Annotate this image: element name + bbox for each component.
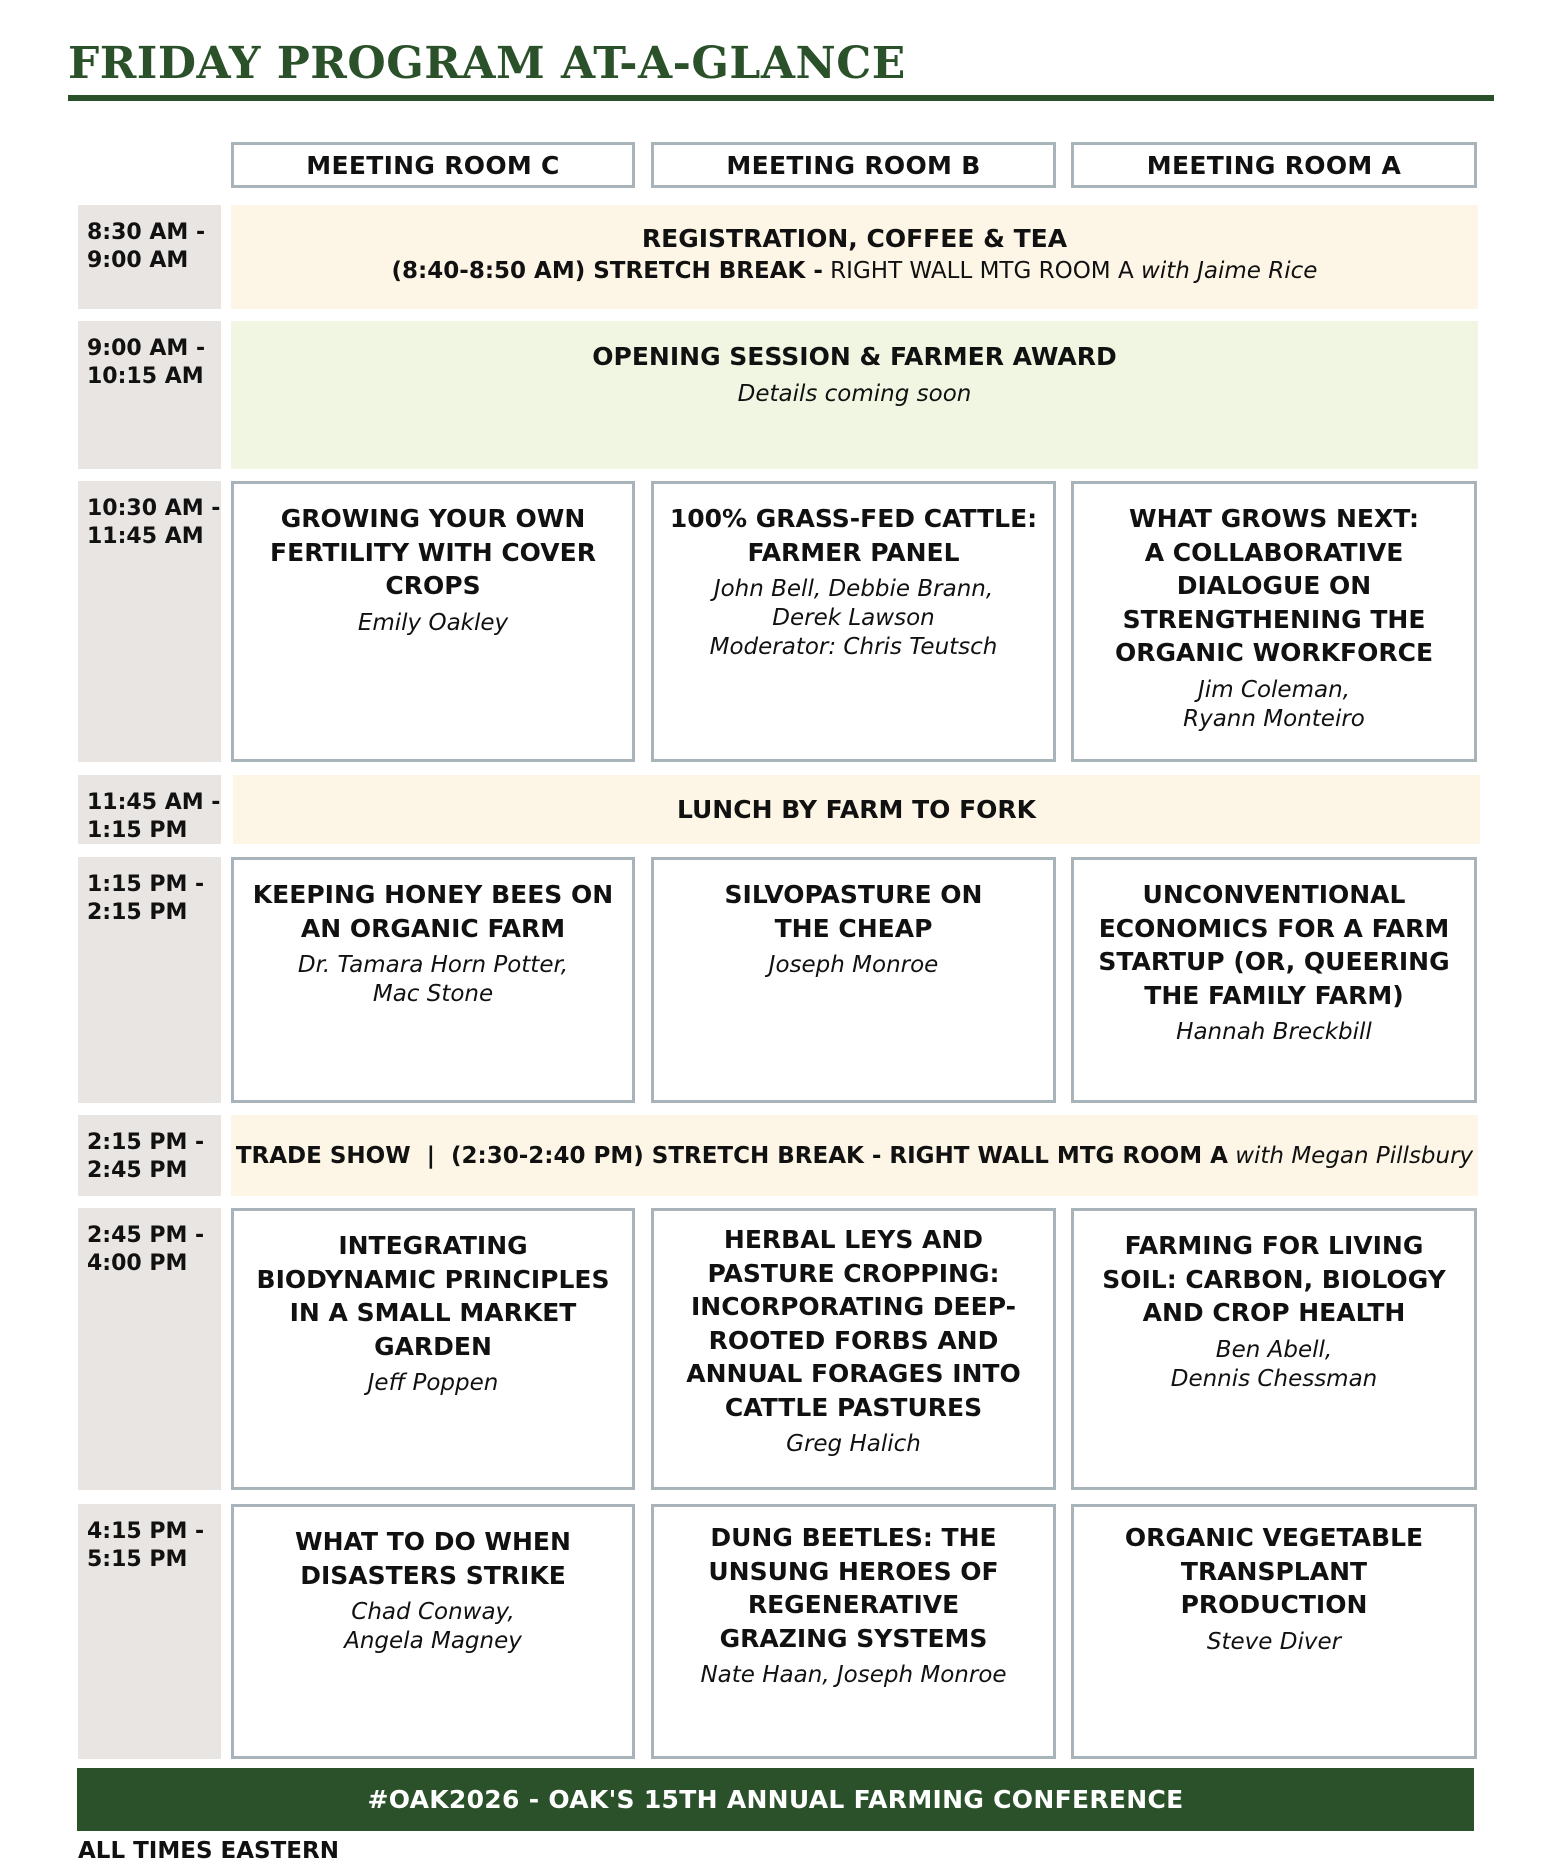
stretch-break-line [392, 255, 1318, 287]
time-start: 9:00 AM - [87, 336, 206, 361]
session-title: ORGANIC VEGETABLE TRANSPLANT PRODUCTION [1124, 1523, 1424, 1619]
time-slot [78, 857, 221, 1103]
opening-session-title: OPENING SESSION & FARMER AWARD [592, 342, 1117, 371]
time-end: 1:15 PM [87, 818, 188, 843]
session-card [651, 481, 1056, 762]
opening-session-subtitle: Details coming soon [737, 381, 972, 407]
trade-show-line [236, 1140, 1473, 1172]
session-title: GROWING YOUR OWN FERTILITY WITH COVER CROPS [270, 504, 596, 600]
session-title: KEEPING HONEY BEES ON AN ORGANIC FARM [252, 880, 614, 943]
opening-session-band [231, 321, 1478, 469]
session-title: SILVOPASTURE ON THE CHEAP [724, 880, 983, 943]
session-speakers: Hannah Breckbill [1176, 1019, 1372, 1045]
registration-band [231, 205, 1478, 309]
time-end: 10:15 AM [87, 364, 204, 389]
time-end: 11:45 AM [87, 524, 204, 549]
registration-title: REGISTRATION, COFFEE & TEA [641, 224, 1068, 253]
time-start: 1:15 PM - [87, 872, 205, 897]
session-card [651, 857, 1056, 1103]
session-speakers: Nate Haan, Joseph Monroe [700, 1662, 1007, 1688]
session-title: WHAT GROWS NEXT: A COLLABORATIVE DIALOGUE ON STRENGTHENING THE ORGANIC WORKFORCE [1114, 504, 1434, 667]
session-title: DUNG BEETLES: THE UNSUNG HEROES OF REGENERATIVE GRAZING SYSTEMS [708, 1523, 999, 1653]
session-card [1071, 1504, 1477, 1759]
time-slot [78, 205, 221, 309]
session-title: FARMING FOR LIVING SOIL: CARBON, BIOLOGY AND CROP HEALTH [1102, 1231, 1446, 1327]
session-card [1071, 857, 1477, 1103]
time-start: 8:30 AM - [87, 220, 206, 245]
session-title: HERBAL LEYS AND PASTURE CROPPING: INCORPORATING DEEP- ROOTED FORBS AND ANNUAL FORAGES INTO CATTLE PASTURES [686, 1225, 1021, 1422]
room-header-c: MEETING ROOM C [231, 142, 635, 188]
time-end: 5:15 PM [87, 1547, 188, 1572]
time-start: 2:15 PM - [87, 1130, 205, 1155]
session-card [231, 481, 635, 762]
session-speakers: Chad Conway, Angela Magney [344, 1599, 522, 1654]
time-end: 4:00 PM [87, 1251, 188, 1276]
session-title: WHAT TO DO WHEN DISASTERS STRIKE [295, 1527, 571, 1590]
session-card [231, 1208, 635, 1490]
session-speakers: Dr. Tamara Horn Potter, Mac Stone [297, 952, 569, 1007]
session-speakers: Ben Abell, Dennis Chessman [1170, 1336, 1378, 1392]
lunch-band [233, 775, 1480, 844]
trade-show-text: TRADE SHOW | (2:30-2:40 PM) STRETCH BREAK - RIGHT WALL MTG ROOM A [235, 1142, 1228, 1169]
session-card [651, 1208, 1056, 1490]
session-card [231, 857, 635, 1103]
time-start: 11:45 AM - [87, 790, 221, 815]
stretch-break-host: with Jaime Rice [1141, 258, 1318, 284]
time-slot [78, 1115, 221, 1196]
session-speakers: John Bell, Debbie Brann, Derek Lawson Moderator: Chris Teutsch [709, 576, 998, 660]
session-speakers: Jim Coleman, Ryann Monteiro [1183, 676, 1365, 732]
session-title: UNCONVENTIONAL ECONOMICS FOR A FARM STARTUP (OR, QUEERING THE FAMILY FARM) [1098, 880, 1450, 1010]
session-speakers: Joseph Monroe [768, 952, 939, 978]
time-slot [78, 1504, 221, 1759]
session-card [651, 1504, 1056, 1759]
room-header-b: MEETING ROOM B [651, 142, 1056, 188]
session-speakers: Jeff Poppen [367, 1370, 499, 1396]
session-title: INTEGRATING BIODYNAMIC PRINCIPLES IN A SMALL MARKET GARDEN [256, 1231, 610, 1361]
stretch-break-location: RIGHT WALL MTG ROOM A [822, 258, 1142, 284]
time-end: 9:00 AM [87, 248, 189, 273]
page-title: FRIDAY PROGRAM AT-A-GLANCE [68, 38, 906, 89]
time-start: 10:30 AM - [87, 496, 221, 521]
session-speakers: Steve Diver [1206, 1628, 1342, 1655]
room-header-a: MEETING ROOM A [1071, 142, 1477, 188]
time-end: 2:45 PM [87, 1158, 188, 1183]
time-slot [78, 775, 221, 844]
time-start: 4:15 PM - [87, 1519, 205, 1544]
timezone-note: ALL TIMES EASTERN [78, 1838, 339, 1864]
session-speakers: Emily Oakley [357, 609, 509, 636]
time-start: 2:45 PM - [87, 1223, 205, 1248]
lunch-title: LUNCH BY FARM TO FORK [676, 794, 1037, 824]
session-card [1071, 1208, 1477, 1490]
session-card [231, 1504, 635, 1759]
session-title: 100% GRASS-FED CATTLE: FARMER PANEL [669, 504, 1038, 567]
session-card [1071, 481, 1477, 762]
title-divider [68, 95, 1494, 101]
session-speakers: Greg Halich [786, 1431, 921, 1457]
time-slot [78, 321, 221, 469]
trade-show-band [231, 1115, 1478, 1196]
time-slot [78, 1208, 221, 1490]
trade-show-host: with Megan Pillsbury [1227, 1142, 1474, 1169]
stretch-break-time: (8:40-8:50 AM) STRETCH BREAK - [391, 258, 823, 284]
conference-banner: #OAK2026 - OAK'S 15TH ANNUAL FARMING CONFERENCE [77, 1768, 1474, 1831]
time-slot [78, 481, 221, 762]
time-end: 2:15 PM [87, 900, 188, 925]
